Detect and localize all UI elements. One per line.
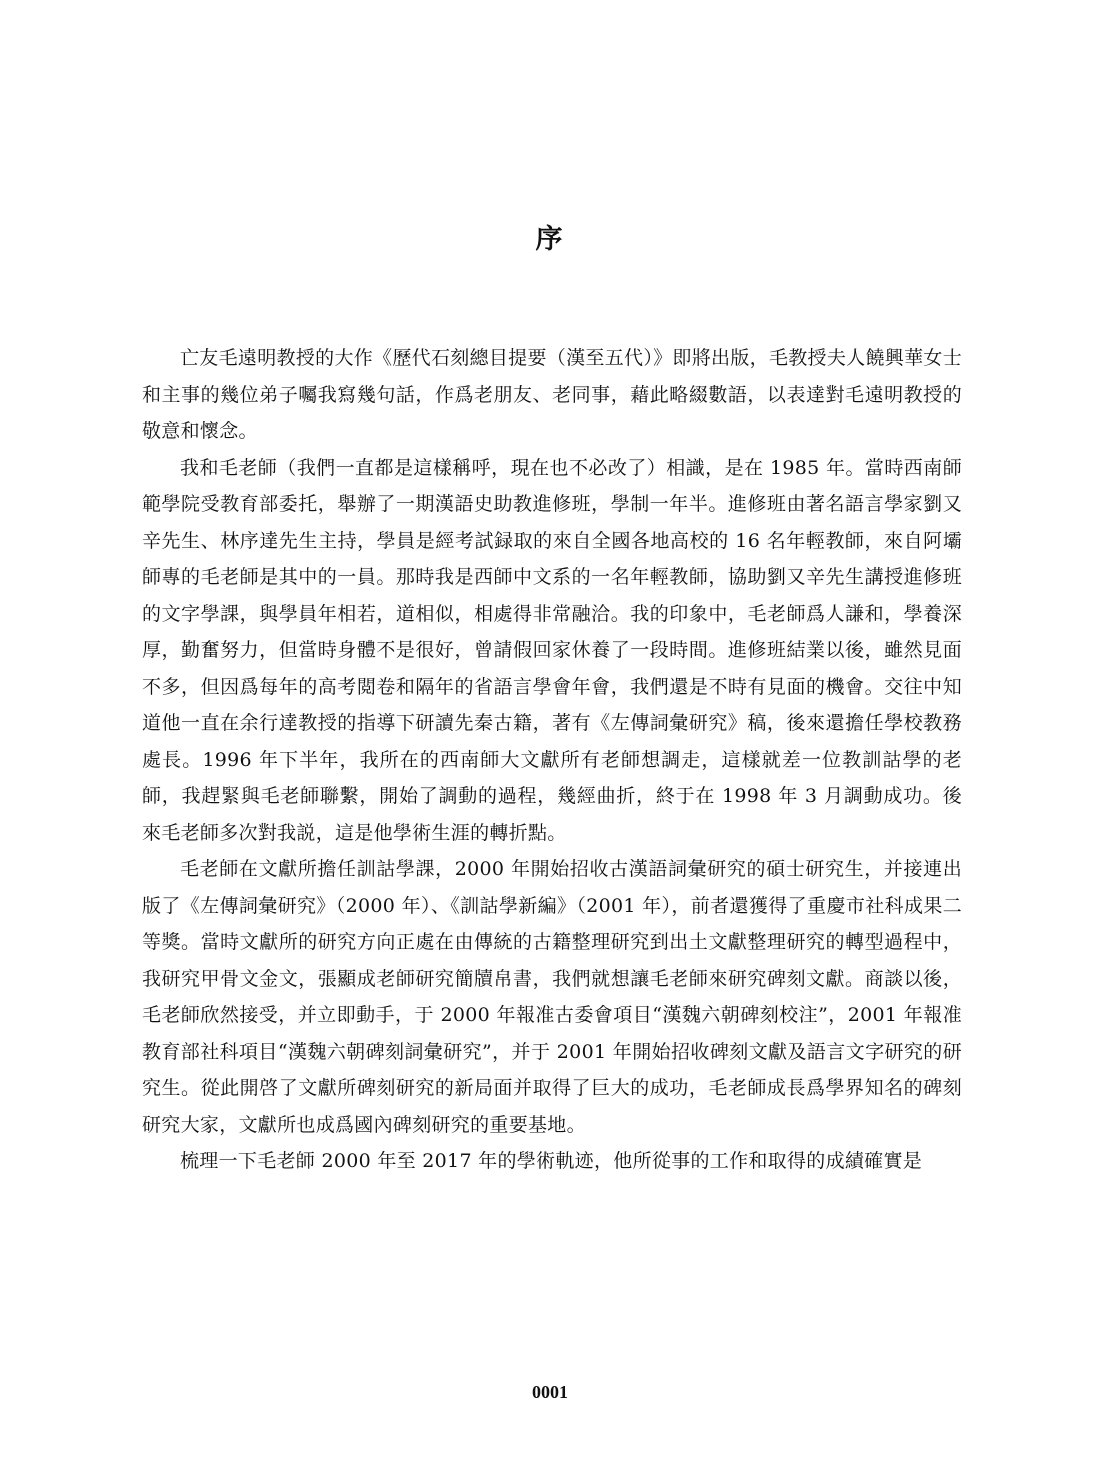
paragraph: 梳理一下毛老師 2000 年至 2017 年的學術軌迹，他所從事的工作和取得的成績確實是: [180, 1150, 923, 1172]
body-text: [142, 340, 962, 1180]
paragraph: 我和毛老師（我們一直都是這樣稱呼，現在也不必改了）相識，是在 1985 年。當時西南師範學院受教育部委托，舉辦了一期漢語史助教進修班，學制一年半。進修班由著名語言學家劉又辛先生、林序達先生主持，學員是經考試録取的來自全國各地高校的 16 名年輕教師，來自阿壩師專的毛老師是其中的一員。那時我是西師中文系的一名年輕教師，協助劉又辛先生講授進修班的文字學課，與學員年相若，道相似，相處得非常融洽。我的印象中，毛老師爲人謙和，學養深厚，勤奮努力，但當時身體不是很好，曾請假回家休養了一段時間。進修班結業以後，雖然見面不多，但因爲每年的高考閲卷和隔年的省語言學會年會，我們還是不時有見面的機會。交往中知道他一直在余行達教授的指導下研讀先秦古籍，著有《左傳詞彙研究》稿，後來還擔任學校教務處長。1996 年下半年，我所在的西南師大文獻所有老師想調走，這樣就差一位教訓詁學的老師，我趕緊與毛老師聯繫，開始了調動的過程，幾經曲折，終于在 1998 年 3 月調動成功。後來毛老師多次對我説，這是他學術生涯的轉折點。: [142, 456, 962, 844]
page-title: 序: [535, 224, 565, 255]
paragraph: 亡友毛遠明教授的大作《歷代石刻總目提要（漢至五代）》即將出版，毛教授夫人饒興華女士和主事的幾位弟子囑我寫幾句話，作爲老朋友、老同事，藉此略綴數語，以表達對毛遠明教授的敬意和懷念。: [142, 347, 962, 442]
paragraph: 毛老師在文獻所擔任訓詁學課，2000 年開始招收古漢語詞彙研究的碩士研究生，并接連出版了《左傳詞彙研究》（2000 年）、《訓詁學新編》（2001 年），前者還獲得了重慶市社科成果二等獎。當時文獻所的研究方向正處在由傳統的古籍整理研究到出土文獻整理研究的轉型過程中，我研究甲骨文金文，張顯成老師研究簡牘帛書，我們就想讓毛老師來研究碑刻文獻。商談以後，毛老師欣然接受，并立即動手，于 2000 年報准古委會項目“漢魏六朝碑刻校注”，2001 年報准教育部社科項目“漢魏六朝碑刻詞彙研究”，并于 2001 年開始招收碑刻文獻及語言文字研究的研究生。從此開啓了文獻所碑刻研究的新局面并取得了巨大的成功，毛老師成長爲學界知名的碑刻研究大家，文獻所也成爲國內碑刻研究的重要基地。: [142, 858, 962, 1136]
page-number: 0001: [532, 1382, 568, 1402]
